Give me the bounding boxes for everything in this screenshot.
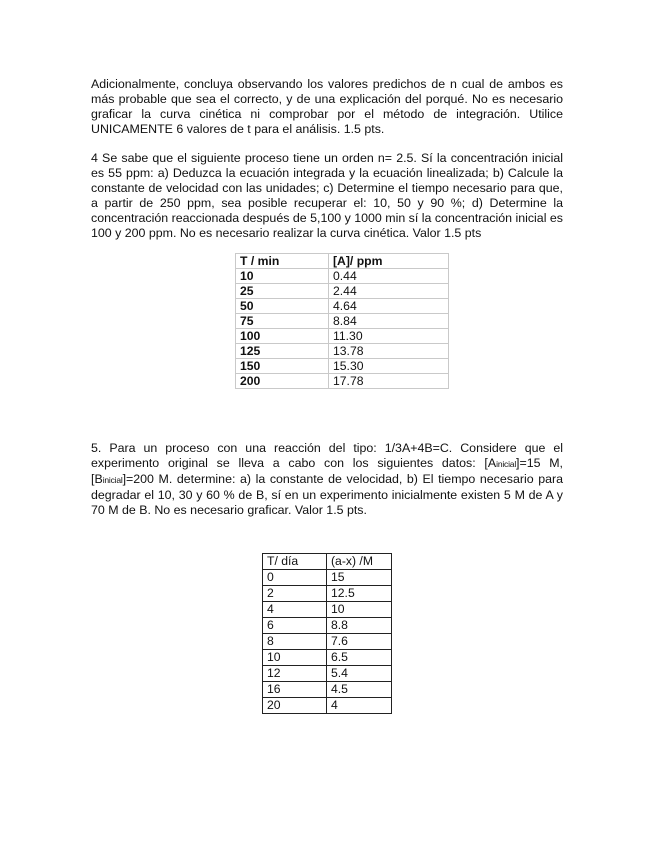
header-remaining: (a-x) /M [327,554,392,570]
cell-value: 15 [327,570,392,586]
cell-value: 4.64 [329,299,449,314]
problem-5-paragraph [91,441,563,518]
table-row [236,299,449,314]
table-row [236,359,449,374]
table-row [263,602,392,618]
table-row [236,269,449,284]
table-row [236,344,449,359]
cell-time: 75 [236,314,329,329]
cell-value: 8.84 [329,314,449,329]
table-row [263,698,392,714]
problem-4-paragraph: 4 Se sabe que el siguiente proceso tiene un orden n= 2.5. Sí la concentración inicial es 55 ppm: a) Deduzca la ecuación integrada y la ecuación linealizada; b) Calcule la constante de velocidad con las unidades; c) Determine el tiempo necesario para que, a partir de 250 ppm, sea posible recuperar el: 10, 50 y 90 %; d) Determine la concentración reaccionada después de 5,100 y 1000 min sí la concentración inicial es 100 y 200 ppm. No es necesario realizar la curva cinética. Valor 1.5 pts [91,151,563,240]
cell-value: 17.78 [329,374,449,389]
table-row [236,374,449,389]
table-row [263,570,392,586]
cell-time: 100 [236,329,329,344]
table-row [263,666,392,682]
cell-time: 12 [263,666,327,682]
cell-time: 4 [263,602,327,618]
cell-value: 5.4 [327,666,392,682]
table-header-row [263,554,392,570]
cell-time: 25 [236,284,329,299]
cell-value: 6.5 [327,650,392,666]
cell-time: 50 [236,299,329,314]
table-row [263,650,392,666]
kinetics-table-molar [262,553,392,714]
table-row [236,284,449,299]
subscript-inicial-b: inicial [102,475,123,485]
table-row [263,682,392,698]
cell-value: 8.8 [327,618,392,634]
problem-5-text-c: ]=200 M. determine: a) la constante de velocidad, b) El tiempo necesario para degradar el 10, 30 y 60 % de B, sí en un experimento inicialmente existen 5 M de A y 70 M de B. No es necesario graficar. Valor 1.5 pts. [91,472,563,517]
table-header-row [236,254,449,269]
cell-value: 0.44 [329,269,449,284]
kinetics-table-ppm [235,253,449,389]
problem-5-text-a: 5. Para un proceso con una reacción del tipo: 1/3A+4B=C. Considere que el experimento original se lleva a cabo con los siguientes datos: [A [91,441,563,470]
cell-value: 7.6 [327,634,392,650]
intro-paragraph: Adicionalmente, concluya observando los valores predichos de n cual de ambos es más probable que sea el correcto, y de una explicación del porqué. No es necesario graficar la curva cinética ni comprobar por el método de integración. Utilice UNICAMENTE 6 valores de t para el análisis. 1.5 pts. [91,77,563,136]
cell-time: 16 [263,682,327,698]
cell-time: 0 [263,570,327,586]
header-concentration: [A]/ ppm [329,254,449,269]
header-time: T / min [236,254,329,269]
table-row [263,634,392,650]
cell-value: 13.78 [329,344,449,359]
cell-value: 4 [327,698,392,714]
subscript-inicial-a: inicial [496,459,517,469]
problem-5-text-b: ]=15 M, [B [91,456,564,486]
cell-value: 10 [327,602,392,618]
table-row [236,314,449,329]
cell-value: 12.5 [327,586,392,602]
cell-time: 20 [263,698,327,714]
cell-time: 2 [263,586,327,602]
cell-time: 6 [263,618,327,634]
cell-value: 15.30 [329,359,449,374]
table-row [236,329,449,344]
cell-time: 150 [236,359,329,374]
cell-value: 11.30 [329,329,449,344]
cell-time: 200 [236,374,329,389]
cell-value: 2.44 [329,284,449,299]
cell-time: 8 [263,634,327,650]
cell-value: 4.5 [327,682,392,698]
cell-time: 10 [236,269,329,284]
cell-time: 125 [236,344,329,359]
cell-time: 10 [263,650,327,666]
table-row [263,618,392,634]
table-row [263,586,392,602]
header-time: T/ día [263,554,327,570]
